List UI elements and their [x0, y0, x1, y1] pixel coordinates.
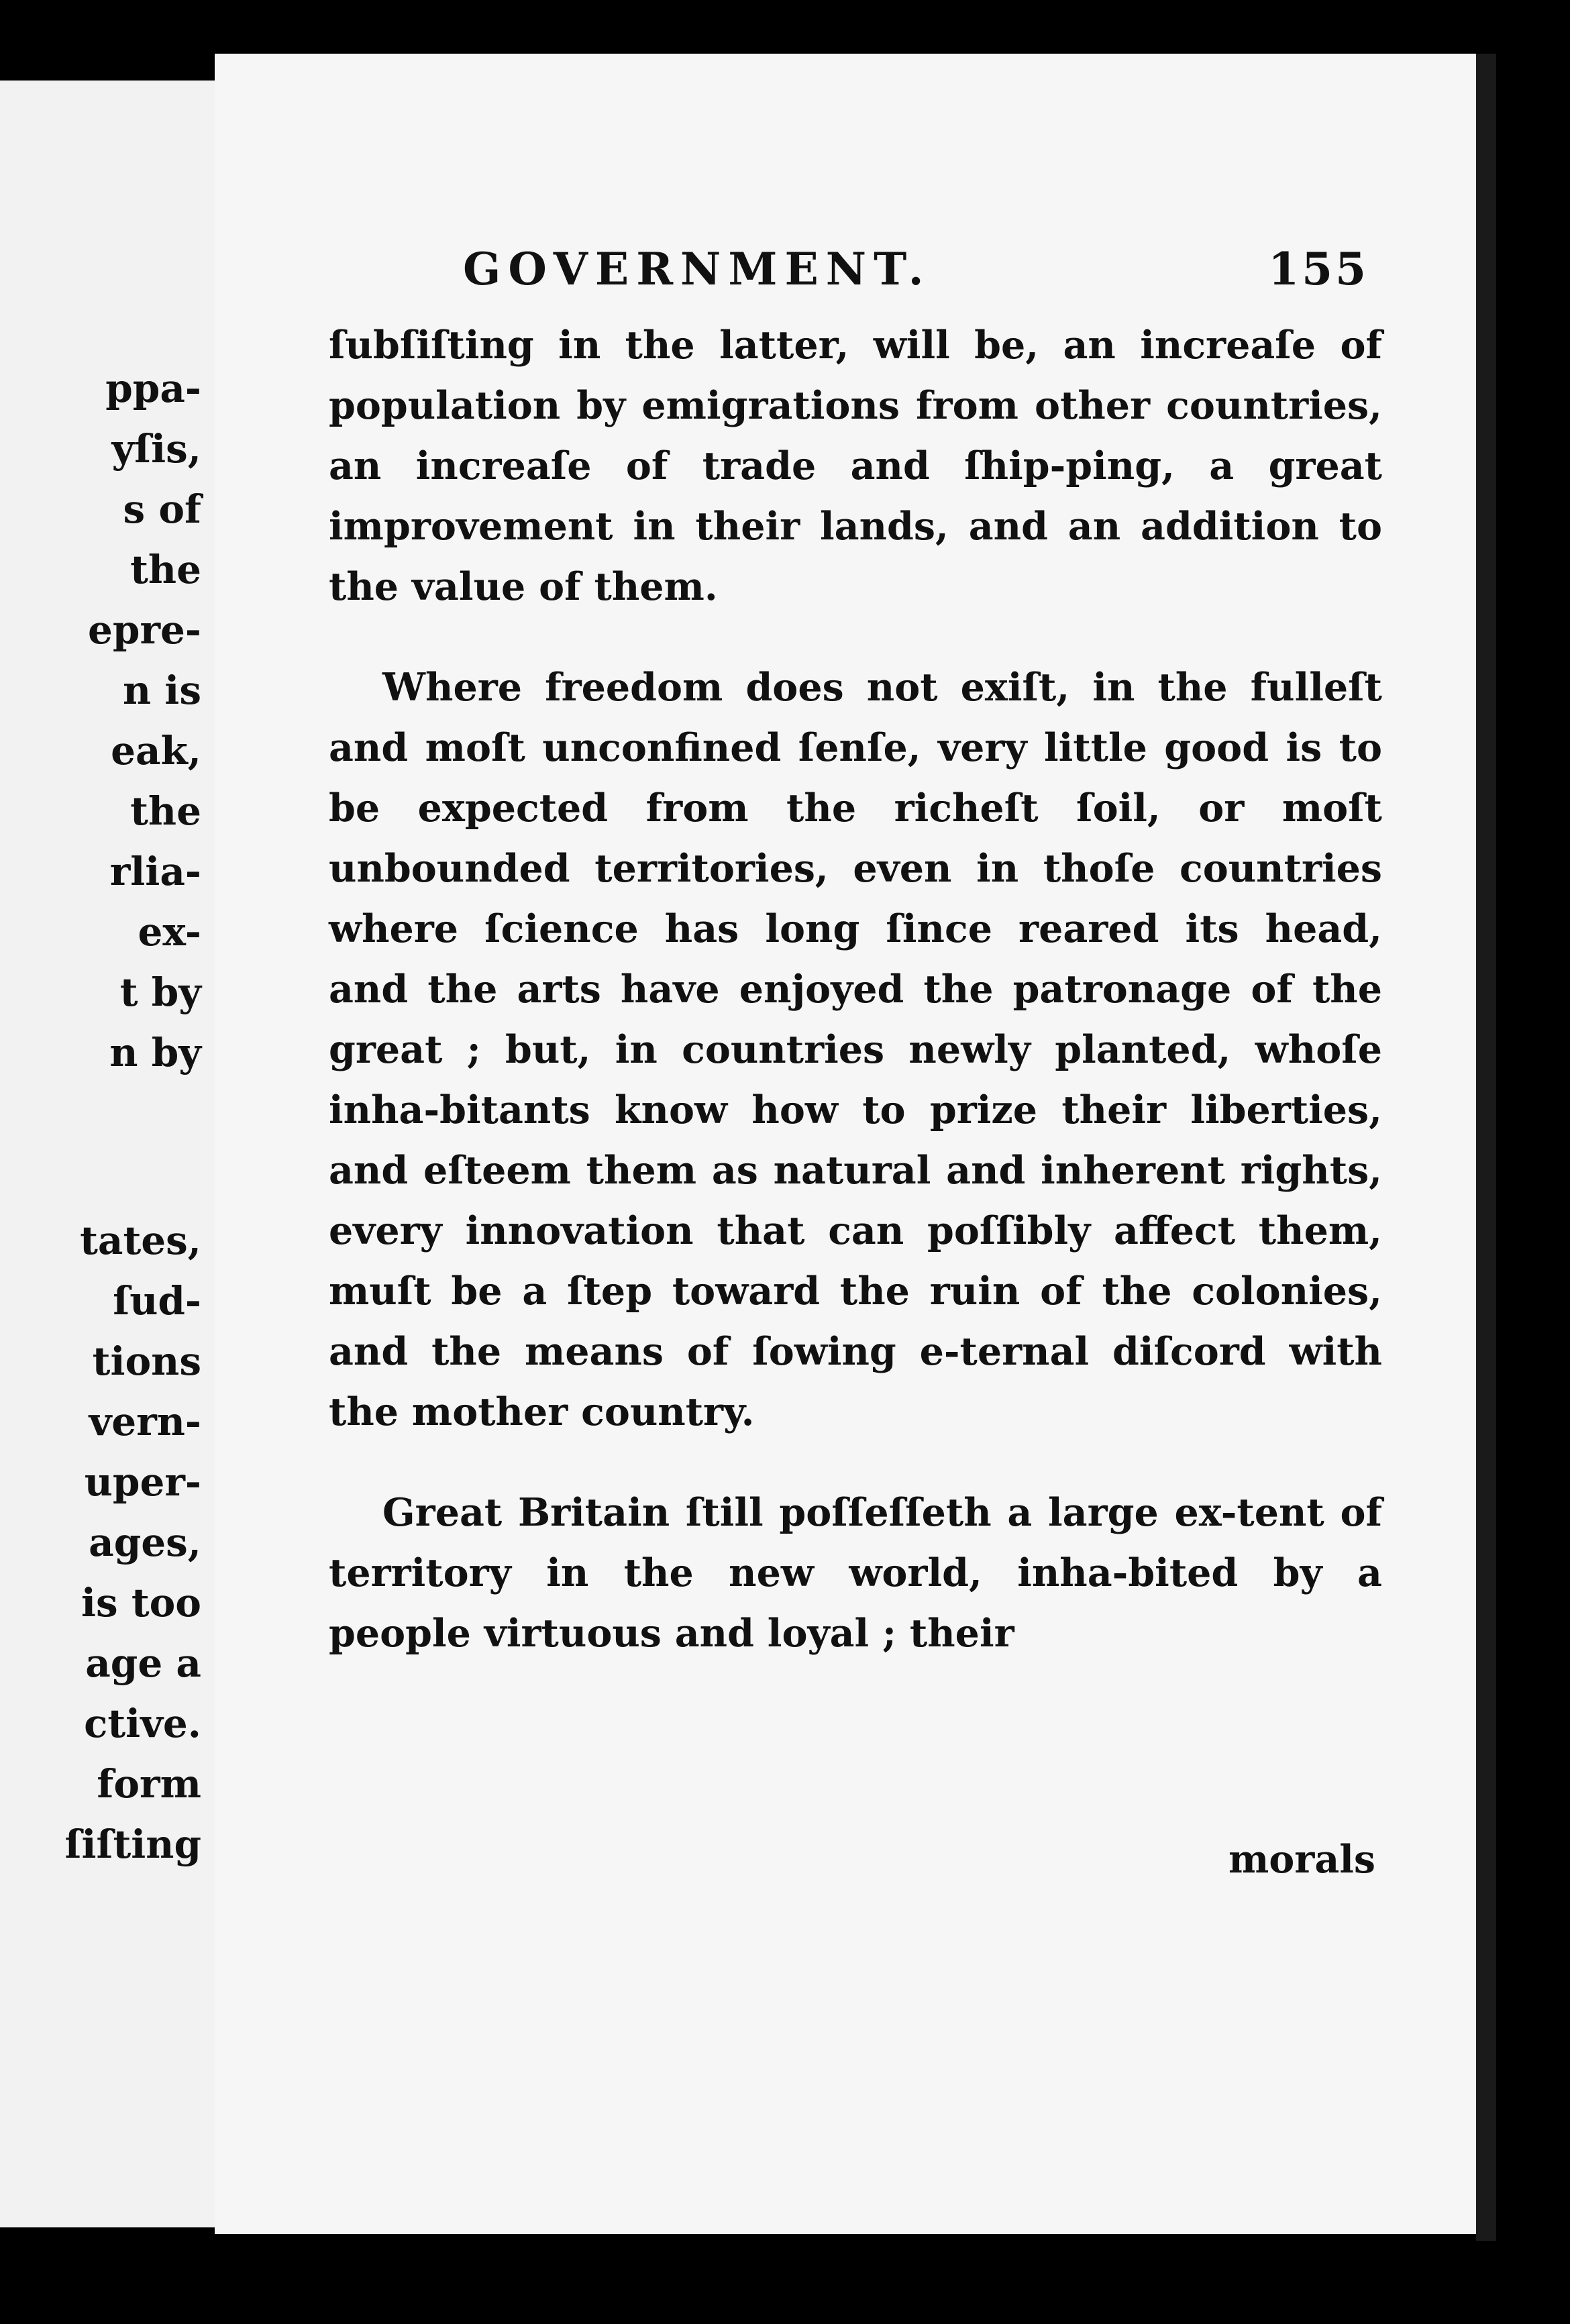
left-fragment: the [130, 788, 201, 834]
left-fragment: n is [122, 668, 201, 713]
right-page [215, 54, 1476, 2234]
page-edge [1476, 54, 1496, 2241]
left-fragment: ages, [89, 1520, 201, 1565]
left-fragment: t by [119, 969, 201, 1015]
paragraph: Where freedom does not exiſt, in the fulleſt and moſt unconfined ſenſe, very little good is to be expected from the richeſt ſoil, or moſt unbounded territories, even in thoſe countries where ſcience has long ſince reared its head, and the arts have enjoyed the patronage of the great ; but, in countries newly planted, whoſe inha-bitants know how to prize their liberties, and eſteem them as natural and inherent rights, every innovation that can poſſibly affect them, muſt be a ſtep toward the ruin of the colonies, and the means of ſowing e-ternal diſcord with the mother country. [329, 665, 1382, 1434]
running-head [463, 235, 1369, 295]
paragraph: Great Britain ſtill poſſeſſeth a large ex-tent of territory in the new world, inha-bited by a people virtuous and loyal ; their [329, 1490, 1382, 1656]
left-fragment: n by [109, 1030, 201, 1075]
left-fragment: ctive. [84, 1701, 201, 1746]
paragraph: ſubſiſting in the latter, will be, an increaſe of population by emigrations from other countries, an increaſe of trade and ſhip-ping, a great improvement in their lands, and an addition to the value of them. [329, 323, 1382, 609]
left-fragment: the [130, 547, 201, 592]
left-fragment: tates, [80, 1218, 201, 1263]
left-fragment: ſud- [113, 1278, 201, 1324]
catchword: morals [1228, 1837, 1375, 1882]
page-number: 155 [1268, 243, 1369, 295]
left-fragment: ex- [138, 909, 201, 955]
left-fragment: form [97, 1761, 201, 1807]
header-title: GOVERNMENT. [463, 243, 931, 295]
left-fragment: yſis, [111, 426, 201, 472]
left-fragment: ſiſting [64, 1821, 201, 1867]
left-fragment: eak, [111, 728, 201, 774]
left-page [0, 81, 221, 2227]
left-fragment: rlia- [109, 849, 201, 894]
left-fragment: ppa- [105, 366, 201, 411]
left-fragment: tions [92, 1338, 201, 1384]
left-fragment: age a [85, 1640, 201, 1686]
left-fragment: uper- [84, 1459, 201, 1505]
left-fragment: vern- [89, 1399, 201, 1444]
left-fragment: s of [123, 486, 201, 532]
left-fragment: is too [81, 1580, 201, 1626]
left-fragment: epre- [88, 607, 201, 653]
body-text [329, 315, 1382, 1664]
